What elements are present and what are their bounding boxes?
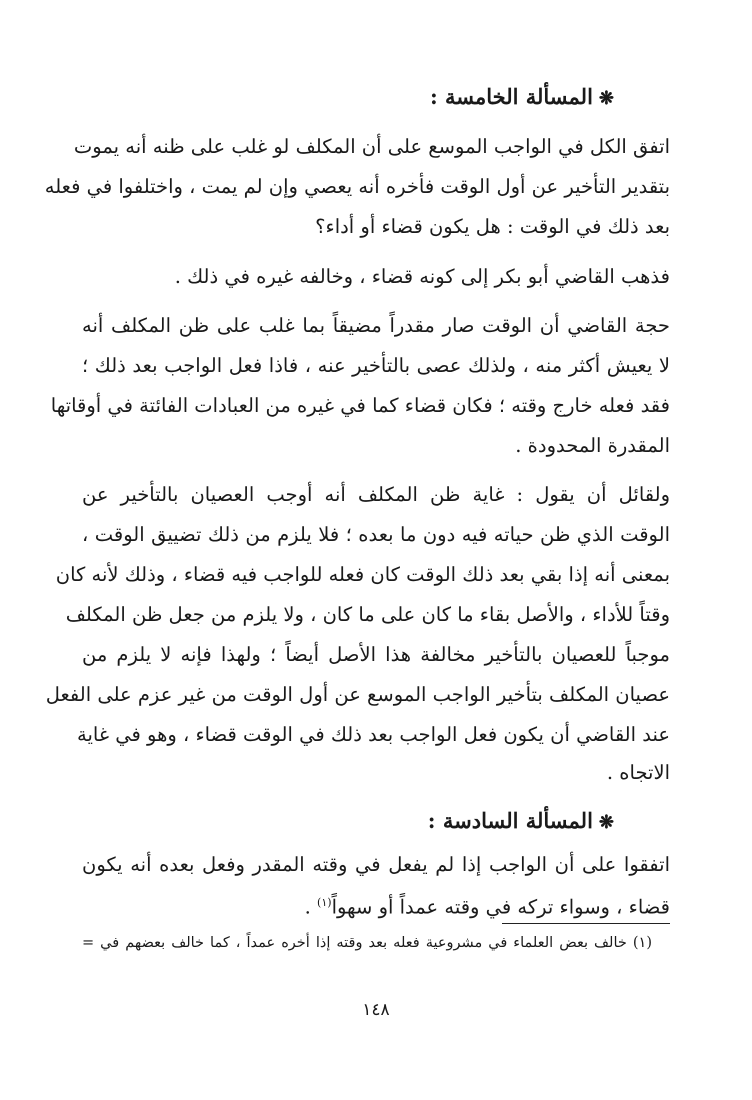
text-line: اتفقوا على أن الواجب إذا لم يفعل في وقته المقدر وفعل بعده أنه يكون: [82, 853, 670, 876]
footnote-separator: [502, 923, 670, 924]
text-line-with-footnote-ref: قضاء ، وسواء تركه في وقته عمداً أو سهواً$^{(١)}$ .: [304, 895, 670, 919]
asterisk-icon: ❋: [598, 812, 614, 833]
text-line: وقتاً للأداء ، والأصل بقاء ما كان على ما كان ، ولا يلزم من جعل ظن المكلف: [65, 603, 670, 626]
asterisk-icon: ❋: [598, 88, 614, 109]
footnote-reference[interactable]: (١): [317, 896, 332, 909]
text-line: حجة القاضي أن الوقت صار مقدراً مضيقاً بما غلب على ظن المكلف أنه: [82, 314, 670, 337]
text-line: بتقدير التأخير عن أول الوقت فأخره أنه يعصي وإن لم يمت ، واختلفوا في فعله: [44, 175, 670, 198]
text-line: الاتجاه .: [606, 761, 670, 784]
text-line: عند القاضي أن يكون فعل الواجب بعد ذلك في الوقت قضاء ، وهو في غاية: [77, 723, 670, 746]
text-line: فقد فعله خارج وقته ؛ فكان قضاء كما في غيره من العبادات الفائتة في أوقاتها: [50, 394, 670, 417]
footnote: (١) خالف بعض العلماء في مشروعية فعله بعد وقته إذا أخره عمداً ، كما خالف بعضهم في =: [82, 935, 652, 951]
page-number: ١٤٨: [362, 1000, 390, 1020]
section-heading-sixth: ❋المسألة السادسة :: [427, 808, 614, 833]
text-line: موجباً للعصيان بالتأخير مخالفة هذا الأصل أيضاً ؛ ولهذا فإنه لا يلزم من: [82, 643, 670, 666]
text-line: عصيان المكلف بتأخير الواجب الموسع عن أول الوقت من غير عزم على الفعل: [45, 683, 670, 706]
text-line: بعد ذلك في الوقت : هل يكون قضاء أو أداء؟: [315, 215, 670, 238]
text-line: ولقائل أن يقول : غاية ظن المكلف أنه أوجب العصيان بالتأخير عن: [82, 483, 670, 506]
text-line: بمعنى أنه إذا بقي بعد ذلك الوقت كان فعله للواجب فيه قضاء ، وذلك لأنه كان: [55, 563, 670, 586]
text-line: الوقت الذي ظن حياته فيه دون ما بعده ؛ فلا يلزم من ذلك تضييق الوقت ،: [82, 523, 670, 546]
text-line: المقدرة المحدودة .: [515, 434, 670, 457]
text-line: فذهب القاضي أبو بكر إلى كونه قضاء ، وخالفه غيره في ذلك .: [174, 265, 670, 288]
text-line: اتفق الكل في الواجب الموسع على أن المكلف لو غلب على ظنه أنه يموت: [73, 135, 670, 158]
section-heading-fifth: ❋المسألة الخامسة :: [429, 84, 614, 109]
text-line: لا يعيش أكثر منه ، ولذلك عصى بالتأخير عنه ، فاذا فعل الواجب بعد ذلك ؛: [82, 354, 670, 377]
